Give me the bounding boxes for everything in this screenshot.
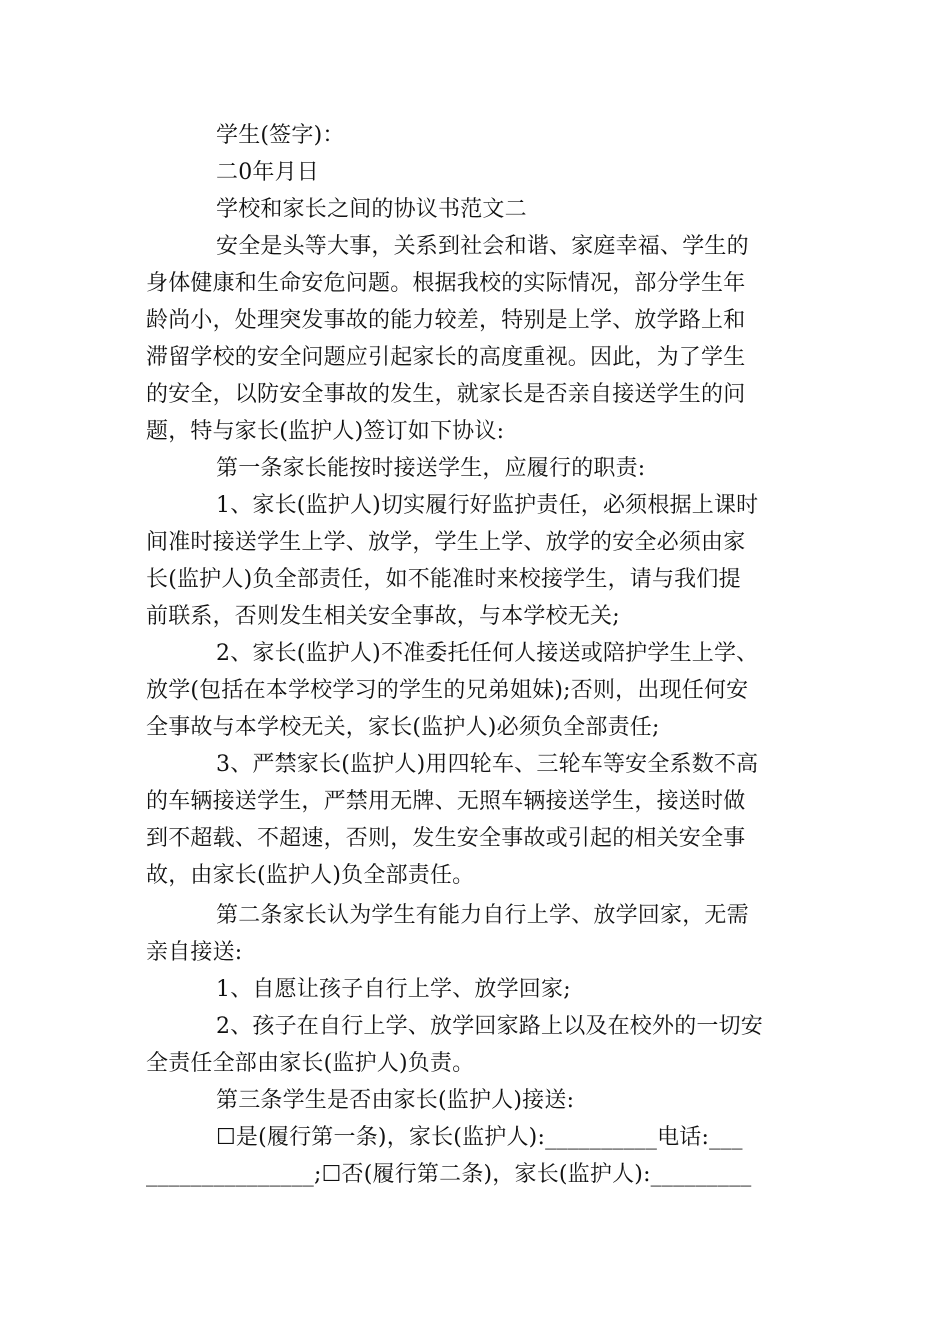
paragraph-line: 1、家长(监护人)切实履行好监护责任，必须根据上课时 <box>216 493 759 518</box>
paragraph-line: 到不超载、不超速，否则，发生安全事故或引起的相关安全事 <box>146 826 746 851</box>
paragraph-line: 放学(包括在本学校学习的学生的兄弟姐妹);否则，出现任何安 <box>146 678 749 703</box>
paragraph-line: 2、孩子在自行上学、放学回家路上以及在校外的一切安 <box>216 1014 763 1039</box>
article-two-heading: 第二条家长认为学生有能力自行上学、放学回家，无需 <box>216 903 749 928</box>
paragraph-line: 亲自接送: <box>146 940 243 965</box>
paragraph-line: 1、自愿让孩子自行上学、放学回家; <box>216 977 571 1002</box>
paragraph-line: 前联系，否则发生相关安全事故，与本学校无关; <box>146 604 620 629</box>
document-heading: 学校和家长之间的协议书范文二 <box>216 197 527 222</box>
paragraph-line: 安全是头等大事，关系到社会和谐、家庭幸福、学生的 <box>216 234 749 259</box>
student-signature-line: 学生(签字)： <box>216 123 345 148</box>
paragraph-line: 龄尚小，处理突发事故的能力较差，特别是上学、放学路上和 <box>146 308 746 333</box>
form-fill-line: ☐是(履行第一条)，家长(监护人):__________电话:___ <box>216 1125 743 1150</box>
paragraph-line: 间准时接送学生上学、放学，学生上学、放学的安全必须由家 <box>146 530 746 555</box>
paragraph-line: 故，由家长(监护人)负全部责任。 <box>146 863 475 888</box>
paragraph-line: 2、家长(监护人)不准委托任何人接送或陪护学生上学、 <box>216 641 759 666</box>
paragraph-line: 3、严禁家长(监护人)用四轮车、三轮车等安全系数不高 <box>216 752 759 777</box>
article-three-heading: 第三条学生是否由家长(监护人)接送: <box>216 1088 575 1113</box>
paragraph-line: 的车辆接送学生，严禁用无牌、无照车辆接送学生，接送时做 <box>146 789 746 814</box>
article-one-heading: 第一条家长能按时接送学生，应履行的职责: <box>216 456 646 481</box>
paragraph-line: 全责任全部由家长(监护人)负责。 <box>146 1051 475 1076</box>
paragraph-line: 的安全，以防安全事故的发生，就家长是否亲自接送学生的问 <box>146 382 746 407</box>
paragraph-line: 长(监护人)负全部责任，如不能准时来校接学生，请与我们提 <box>146 567 741 592</box>
date-line: 二0年月日 <box>216 160 319 185</box>
paragraph-line: 全事故与本学校无关，家长(监护人)必须负全部责任; <box>146 715 660 740</box>
paragraph-line: 题，特与家长(监护人)签订如下协议: <box>146 419 505 444</box>
form-fill-line: _______________;☐否(履行第二条)，家长(监护人):_________ <box>146 1162 752 1187</box>
paragraph-line: 滞留学校的安全问题应引起家长的高度重视。因此，为了学生 <box>146 345 746 370</box>
paragraph-line: 身体健康和生命安危问题。根据我校的实际情况，部分学生年 <box>146 271 746 296</box>
